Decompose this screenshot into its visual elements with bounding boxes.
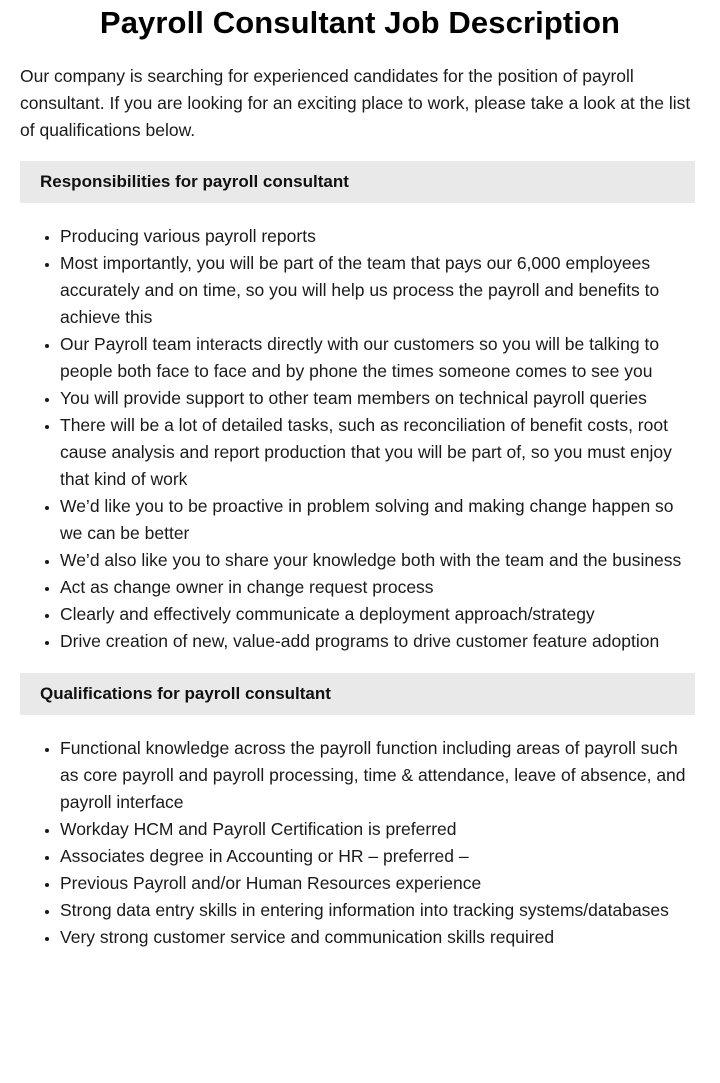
list-item: • We’d like you to be proactive in problem solving and making change happen so we can be better — [60, 493, 700, 547]
list-item: • Drive creation of new, value-add programs to drive customer feature adoption — [60, 628, 700, 655]
list-item: • Associates degree in Accounting or HR – preferred – — [60, 843, 700, 870]
qualifications-heading: Qualifications for payroll consultant — [20, 673, 695, 715]
list-item: • Most importantly, you will be part of the team that pays our 6,000 employees accurately and on time, so you will help us process the payroll and benefits to achieve this — [60, 250, 700, 331]
list-item: • Previous Payroll and/or Human Resources experience — [60, 870, 700, 897]
list-item: • Act as change owner in change request process — [60, 574, 700, 601]
responsibilities-heading: Responsibilities for payroll consultant — [20, 161, 695, 203]
list-item: • Producing various payroll reports — [60, 223, 700, 250]
list-item: • Our Payroll team interacts directly with our customers so you will be talking to people both face to face and by phone the times someone comes to see you — [60, 331, 700, 385]
intro-paragraph: Our company is searching for experienced candidates for the position of payroll consultant. If you are looking for an exciting place to work, please take a look at the list of qualifications below. — [20, 66, 691, 140]
list-item: • You will provide support to other team members on technical payroll queries — [60, 385, 700, 412]
list-item: • Functional knowledge across the payroll function including areas of payroll such as core payroll and payroll processing, time & attendance, leave of absence, and payroll interface — [60, 735, 700, 816]
list-item: • Workday HCM and Payroll Certification is preferred — [60, 816, 700, 843]
qualifications-list — [20, 735, 700, 951]
list-item: • Clearly and effectively communicate a deployment approach/strategy — [60, 601, 700, 628]
list-item: • There will be a lot of detailed tasks, such as reconciliation of benefit costs, root cause analysis and report production that you will be part of, so you must enjoy that kind of work — [60, 412, 700, 493]
list-item: • Strong data entry skills in entering information into tracking systems/databases — [60, 897, 700, 924]
page-title: Payroll Consultant Job Description — [99, 5, 621, 40]
list-item: • We’d also like you to share your knowledge both with the team and the business — [60, 547, 700, 574]
list-item: • Very strong customer service and communication skills required — [60, 924, 700, 951]
responsibilities-list — [20, 223, 700, 655]
